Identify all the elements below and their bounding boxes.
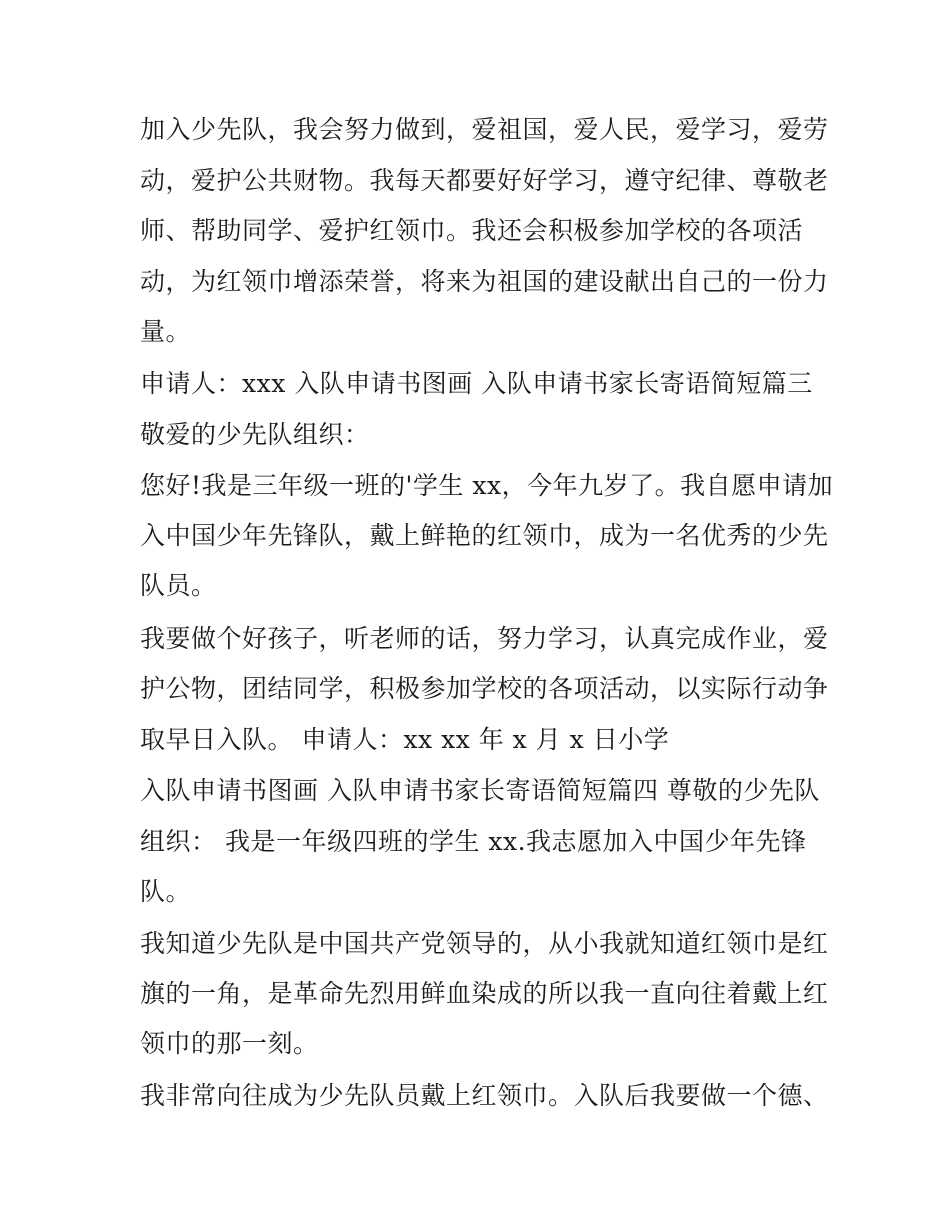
- text-line: 护公物，团结同学，积极参加学校的各项活动，以实际行动争: [140, 674, 829, 703]
- text-line: 您好!我是三年级一班的'学生 xx，今年九岁了。我自愿申请加: [140, 471, 834, 500]
- text-line: 取早日入队。 申请人：xx xx 年 x 月 x 日小学: [140, 725, 670, 754]
- text-line: 我要做个好孩子，听老师的话，努力学习，认真完成作业，爱: [140, 624, 829, 653]
- text-line: 我非常向往成为少先队员戴上红领巾。入队后我要做一个德、: [140, 1081, 829, 1110]
- text-line: 入中国少年先锋队，戴上鲜艳的红领巾，成为一名优秀的少先: [140, 521, 829, 550]
- text-line: 师、帮助同学、爱护红领巾。我还会积极参加学校的各项活: [140, 216, 804, 245]
- text-line: 领巾的那一刻。: [140, 1029, 319, 1058]
- text-line: 动，为红领巾增添荣誉，将来为祖国的建设献出自己的一份力: [140, 267, 829, 296]
- text-line: 动，爱护公共财物。我每天都要好好学习，遵守纪律、尊敬老: [140, 166, 829, 195]
- text-line: 我知道少先队是中国共产党领导的，从小我就知道红领巾是红: [140, 929, 829, 958]
- text-line: 入队申请书图画 入队申请书家长寄语简短篇四 尊敬的少先队: [140, 776, 820, 805]
- text-line: 队。: [140, 877, 192, 906]
- text-line: 量。: [140, 317, 192, 346]
- text-line: 组织： 我是一年级四班的学生 xx.我志愿加入中国少年先锋: [140, 827, 807, 856]
- text-line: 加入少先队，我会努力做到，爱祖国，爱人民，爱学习，爱劳: [140, 115, 829, 144]
- text-line: 旗的一角，是革命先烈用鲜血染成的所以我一直向往着戴上红: [140, 979, 829, 1008]
- text-line: 敬爱的少先队组织：: [140, 420, 370, 449]
- text-line: 申请人：xxx 入队申请书图画 入队申请书家长寄语简短篇三: [140, 369, 813, 398]
- text-line: 队员。: [140, 571, 217, 600]
